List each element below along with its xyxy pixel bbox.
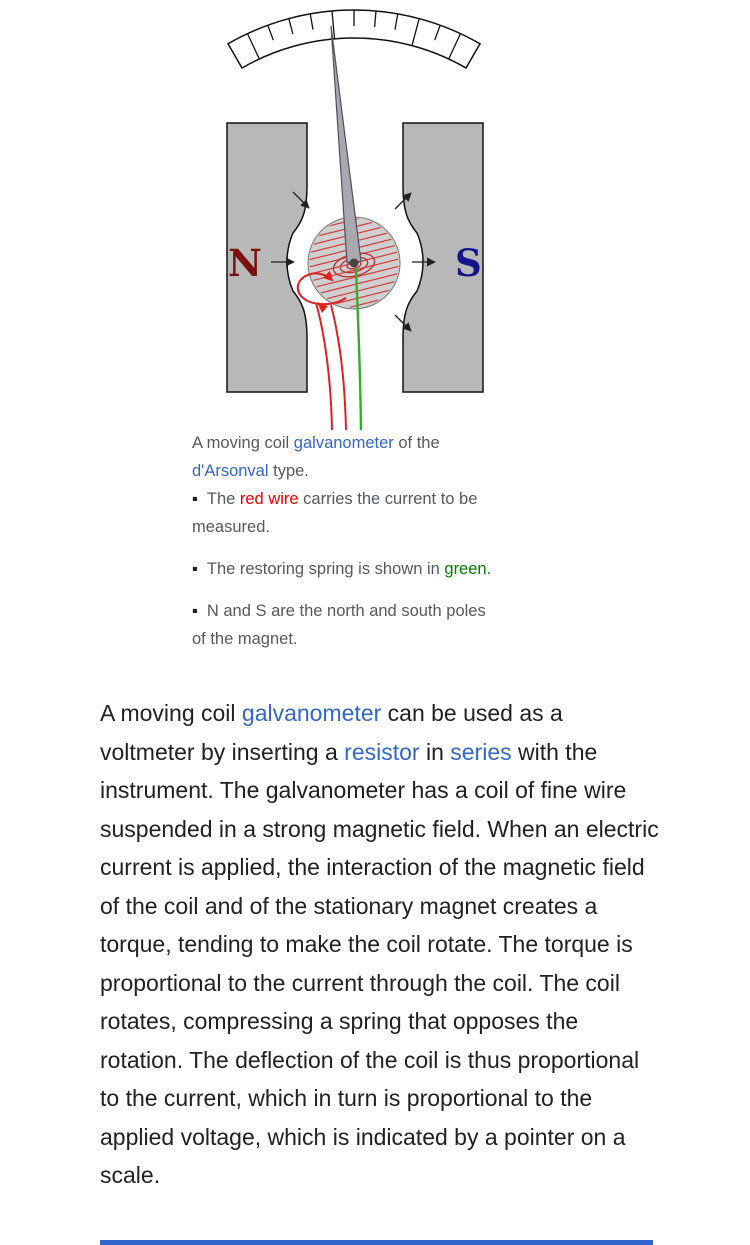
wiki-link[interactable]: galvanometer [293,434,394,452]
galvanometer-diagram [0,0,750,435]
text-segment: A moving coil [100,700,242,726]
text-segment: The [206,490,240,508]
bottom-divider [100,1240,653,1245]
text-segment: ▪ [192,602,198,620]
text-segment: green [444,560,487,578]
wiki-link[interactable]: galvanometer [241,700,382,726]
text-segment: can be used as a voltmeter by inserting a [100,700,563,765]
wiki-link[interactable]: d'Arsonval [192,462,269,480]
text-segment: A moving coil [192,434,294,452]
south-pole-label: S [455,241,482,285]
text-segment: carries the current to be measured. [192,490,478,536]
text-segment: N and S are the north and south poles of the magnet. [192,602,486,648]
figure-caption [192,429,500,653]
article-paragraph [100,694,660,1195]
wiki-link[interactable]: series [450,738,512,765]
text-segment: ▪ [192,560,198,578]
text-segment: in [419,738,451,765]
north-pole-label: N [228,241,262,285]
text-segment: with the instrument. The galvanometer has a coil of fine wire suspended in a strong magnetic field. When an electric current is applied, the interaction of the magnetic field of the coil and of the stationary magnet creates a torque, tending to make the coil rotate. The torque is proportional to the current through the coil. The coil rotates, compressing a spring that opposes the rotation. The deflection of the coil is thus proportional to the current, which in turn is proportional to the applied voltage, which is indicated by a pointer on a scale. [100,738,659,1188]
needle-pivot [350,259,359,268]
caption-item-poles [192,597,500,653]
caption-item-red-wire [192,485,500,541]
text-segment: type. [268,462,309,480]
text-segment: . [486,560,492,578]
text-segment: The restoring spring is shown in [206,560,445,578]
wiki-link[interactable]: resistor [344,738,420,765]
text-segment: ▪ [192,490,198,508]
caption-intro [192,429,500,485]
text-segment: red wire [239,490,299,508]
galvanometer-figure[interactable] [0,0,750,435]
text-segment: of the [393,434,440,452]
caption-item-spring [192,555,500,583]
